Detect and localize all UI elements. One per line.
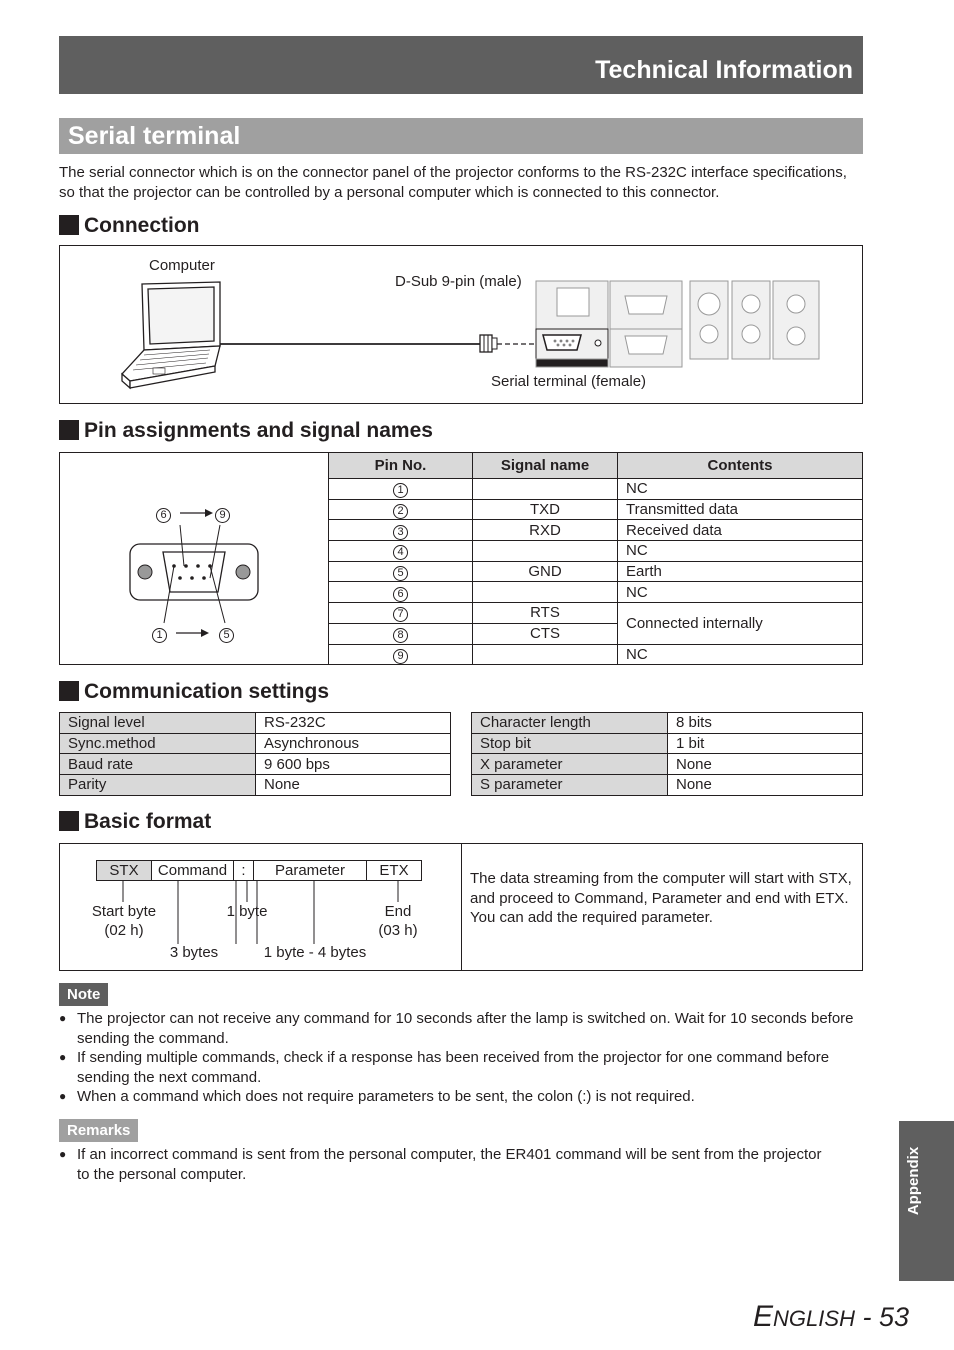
dsub-plug-icon xyxy=(480,335,492,352)
colon-cell: : xyxy=(234,861,254,881)
table-row: Stop bit 1 bit xyxy=(472,733,863,754)
note-list xyxy=(59,1009,863,1107)
pin-label-9: 9 xyxy=(215,508,230,523)
intro-paragraph: The serial connector which is on the connector panel of the projector conforms to the RS-232C interface specifications, so that the projector can be controlled by a personal computer which is connected to this connector. xyxy=(59,164,847,201)
table-row: 1 NC xyxy=(329,479,863,500)
pins-heading: Pin assignments and signal names xyxy=(59,418,433,444)
connection-diagram xyxy=(59,245,863,404)
etx-cell: ETX xyxy=(367,861,422,881)
list-item: ● When a command which does not require parameters to be sent, the colon (:) is not required. xyxy=(59,1087,863,1107)
list-item: ● The projector can not receive any command for 10 seconds after the lamp is switched on. Wait for 10 seconds before sending the command. xyxy=(59,1009,863,1048)
dsub-connector-icon xyxy=(60,453,328,664)
remarks-list xyxy=(59,1145,829,1184)
comm-table-left xyxy=(59,712,451,796)
start-byte-label: Start byte xyxy=(91,903,157,920)
table-row: 5 GND Earth xyxy=(329,561,863,582)
three-bytes-label: 3 bytes xyxy=(169,944,219,961)
param-bytes-label: 1 byte - 4 bytes xyxy=(263,944,367,961)
table-row: S parameter None xyxy=(472,775,863,796)
appendix-tab[interactable] xyxy=(899,1121,954,1281)
connector-panel xyxy=(536,281,819,367)
pin-column-header: Pin No. xyxy=(329,453,473,479)
signal-column-header: Signal name xyxy=(473,453,618,479)
connection-illustration xyxy=(60,246,862,403)
header-bar xyxy=(59,36,863,94)
pin-label-1: 1 xyxy=(152,628,167,643)
pin-table xyxy=(328,452,863,665)
header-title: Technical Information xyxy=(595,56,853,84)
remarks-label: Remarks xyxy=(59,1119,138,1142)
contents-column-header: Contents xyxy=(618,453,863,479)
table-row: 8 CTS xyxy=(329,623,863,644)
connection-heading: Connection xyxy=(59,213,200,239)
heading-square-icon xyxy=(59,215,79,235)
table-row: Signal level RS-232C xyxy=(60,713,451,734)
start-hex-label: (02 h) xyxy=(104,922,144,939)
heading-square-icon xyxy=(59,420,79,440)
heading-square-icon xyxy=(59,681,79,701)
format-heading: Basic format xyxy=(59,809,211,835)
note-label: Note xyxy=(59,983,108,1006)
serial-terminal-label: Serial terminal (female) xyxy=(491,373,647,390)
table-row: 4 NC xyxy=(329,541,863,562)
table-row: Sync.method Asynchronous xyxy=(60,733,451,754)
table-row: X parameter None xyxy=(472,754,863,775)
comm-heading: Communication settings xyxy=(59,679,329,705)
pin-label-6: 6 xyxy=(156,508,171,523)
format-box xyxy=(59,843,863,971)
page-number: ENGLISH - 53 xyxy=(753,1300,909,1333)
table-row: 3 RXD Received data xyxy=(329,520,863,541)
laptop-icon xyxy=(122,282,220,388)
format-description: The data streaming from the computer will start with STX, and proceed to Command, Parameter and end with ETX. You can add the required parameter. xyxy=(470,870,852,926)
command-cell: Command xyxy=(152,861,234,881)
table-row: 6 NC xyxy=(329,582,863,603)
table-row: 9 NC xyxy=(329,644,863,665)
one-byte-label: 1 byte xyxy=(226,903,268,920)
section-title: Serial terminal xyxy=(68,122,241,150)
stx-cell: STX xyxy=(97,861,152,881)
pin-label-5: 5 xyxy=(219,628,234,643)
table-row: Character length 8 bits xyxy=(472,713,863,734)
table-row: Baud rate 9 600 bps xyxy=(60,754,451,775)
parameter-cell: Parameter xyxy=(254,861,367,881)
computer-label: Computer xyxy=(149,257,215,274)
appendix-tab-label: Appendix xyxy=(905,1146,922,1216)
list-item: ● If an incorrect command is sent from the personal computer, the ER401 command will be sent from the projector to the personal computer. xyxy=(59,1145,829,1184)
connector-pinout-figure xyxy=(59,452,329,665)
table-row: 2 TXD Transmitted data xyxy=(329,499,863,520)
end-hex-label: (03 h) xyxy=(378,922,418,939)
heading-square-icon xyxy=(59,811,79,831)
dsub-label: D-Sub 9-pin (male) xyxy=(395,273,522,290)
list-item: ● If sending multiple commands, check if a response has been received from the projector for one command before sending the next command. xyxy=(59,1048,863,1087)
section-bar xyxy=(59,118,863,154)
end-label: End xyxy=(384,903,412,920)
table-row: Parity None xyxy=(60,775,451,796)
comm-table-right xyxy=(471,712,863,796)
table-row: 7 RTS Connected internally xyxy=(329,603,863,624)
format-divider xyxy=(461,844,462,970)
